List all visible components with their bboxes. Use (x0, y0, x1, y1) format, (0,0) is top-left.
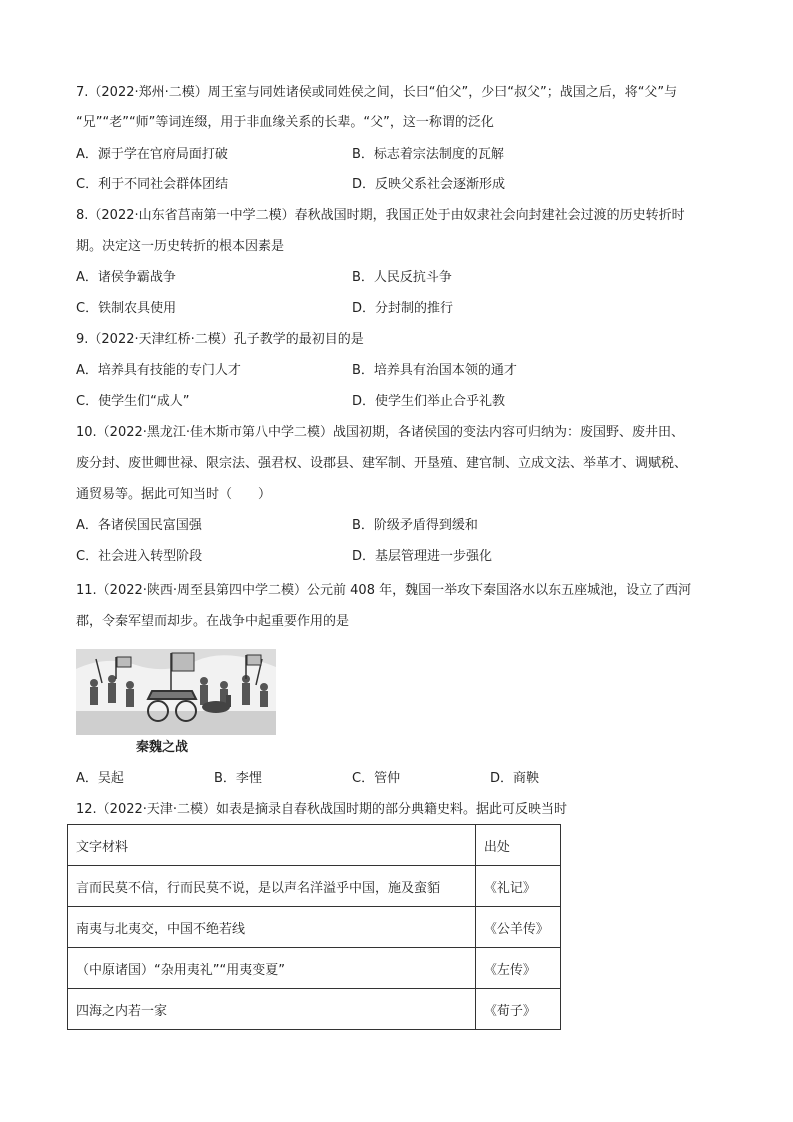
question-10-line-1: 10.（2022·黑龙江·佳木斯市第八中学二模）战国初期，各诸侯国的变法内容可归纳为：废国野、废井田、 (76, 425, 685, 440)
question-9-option-b: B．培养具有治国本领的通才 (352, 363, 517, 378)
question-9-option-d: D．使学生们举止合乎礼教 (352, 394, 506, 409)
question-9-option-a: A．培养具有技能的专门人才 (76, 363, 241, 378)
table-header-row (68, 825, 561, 866)
table-cell-material: （中原诸国）“杂用夷礼”“用夷变夏” (68, 948, 476, 989)
question-8-line-2: 期。决定这一历史转折的根本因素是 (76, 239, 285, 254)
question-8-option-c: C．铁制农具使用 (76, 301, 177, 316)
question-10-line-3: 通贸易等。据此可知当时（ ） (76, 487, 272, 502)
question-12-line-1: 12.（2022·天津·二模）如表是摘录自春秋战国时期的部分典籍史料。据此可反映当时 (76, 802, 568, 817)
question-9-option-c: C．使学生们“成人” (76, 394, 190, 409)
question-11-option-d: D．商鞅 (490, 771, 540, 786)
question-10-option-d: D．基层管理进一步强化 (352, 549, 493, 564)
table-cell-material: 四海之内若一家 (68, 989, 476, 1030)
question-9-line-1: 9.（2022·天津红桥·二模）孔子教学的最初目的是 (76, 332, 364, 347)
table-row (68, 907, 561, 948)
question-11-option-a: A．吴起 (76, 771, 124, 786)
source-table (67, 824, 561, 1030)
battle-illustration-caption: 秦魏之战 (136, 740, 189, 755)
table-cell-source: 《荀子》 (475, 989, 560, 1030)
question-10-option-c: C．社会进入转型阶段 (76, 549, 203, 564)
question-10-option-a: A．各诸侯国民富国强 (76, 518, 202, 533)
table-cell-material: 言而民莫不信，行而民莫不说，是以声名洋溢乎中国，施及蛮貊 (68, 866, 476, 907)
question-7-option-a: A．源于学在官府局面打破 (76, 147, 228, 162)
question-7-option-d: D．反映父系社会逐渐形成 (352, 177, 506, 192)
question-8-option-b: B．人民反抗斗争 (352, 270, 452, 285)
question-8-line-1: 8.（2022·山东省莒南第一中学二模）春秋战国时期，我国正处于由奴隶社会向封建社会过渡的历史转折时 (76, 208, 685, 223)
table-header-source: 出处 (475, 825, 560, 866)
table-row (68, 948, 561, 989)
table-cell-source: 《礼记》 (475, 866, 560, 907)
question-11-line-2: 郡，令秦军望而却步。在战争中起重要作用的是 (76, 614, 350, 629)
question-10-line-2: 废分封、废世卿世禄、限宗法、强君权、设郡县、建军制、开垦殖、建官制、立成文法、举革才、调赋税、 (76, 456, 688, 471)
table-cell-source: 《左传》 (475, 948, 560, 989)
question-11-option-b: B．李悝 (214, 771, 262, 786)
question-11-option-c: C．管仲 (352, 771, 401, 786)
table-row (68, 989, 561, 1030)
question-8-option-a: A．诸侯争霸战争 (76, 270, 176, 285)
battle-illustration (76, 649, 276, 735)
question-8-option-d: D．分封制的推行 (352, 301, 454, 316)
question-7-line-1: 7.（2022·郑州·二模）周王室与同姓诸侯或同姓侯之间，长曰“伯父”，少曰“叔父”；战国之后，将“父”与 (76, 85, 678, 100)
question-7-line-2: “兄”“老”“师”等词连缀，用于非血缘关系的长辈。“父”，这一称谓的泛化 (76, 115, 494, 130)
table-row (68, 866, 561, 907)
question-7-option-b: B．标志着宗法制度的瓦解 (352, 147, 504, 162)
question-10-option-b: B．阶级矛盾得到缓和 (352, 518, 478, 533)
table-cell-source: 《公羊传》 (475, 907, 560, 948)
table-header-material: 文字材料 (68, 825, 476, 866)
question-11-line-1: 11.（2022·陕西·周至县第四中学二模）公元前 408 年，魏国一举攻下秦国洛水以东五座城池，设立了西河 (76, 583, 692, 598)
question-7-option-c: C．利于不同社会群体团结 (76, 177, 229, 192)
table-cell-material: 南夷与北夷交，中国不绝若线 (68, 907, 476, 948)
